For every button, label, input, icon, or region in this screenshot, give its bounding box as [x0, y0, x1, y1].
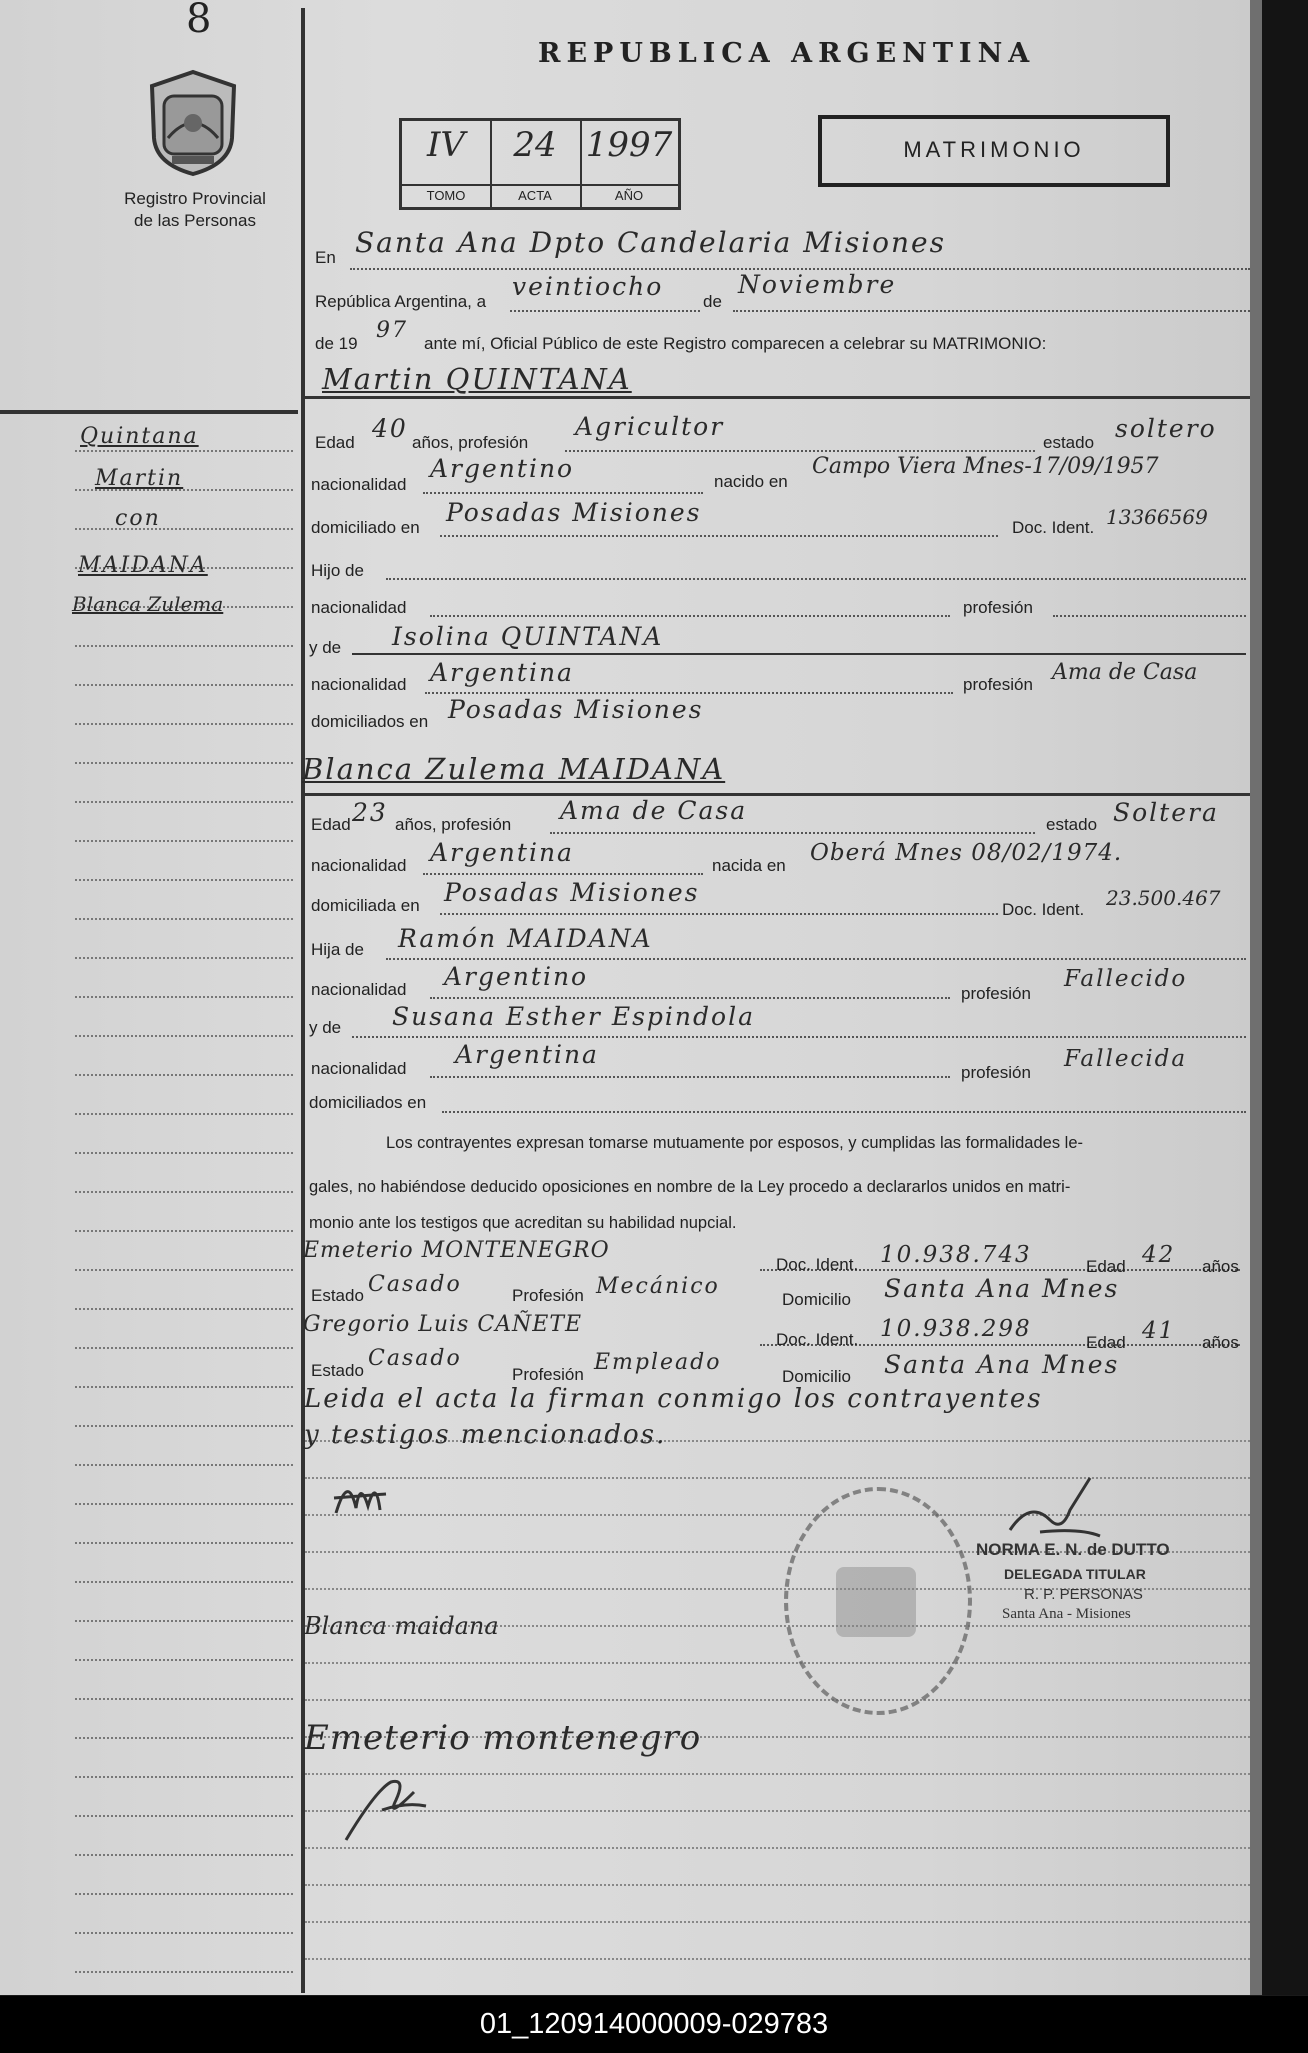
margin-ruled-line [75, 1542, 293, 1544]
bride-madre-prof-label: profesión [961, 1063, 1031, 1082]
bride-padre-prof-label: profesión [961, 984, 1031, 1003]
groom-profesion-label: años, profesión [412, 433, 529, 452]
margin-ruled-line [75, 645, 293, 647]
groom-dom-label: domiciliado en [311, 518, 420, 537]
margin-ruled-line [75, 528, 293, 530]
page-number: 8 [186, 0, 212, 42]
margin-ruled-line [75, 684, 293, 686]
witness-1-doc: 10.938.743 [880, 1242, 1032, 1268]
margin-ruled-line [75, 1659, 293, 1661]
margin-note-line-5: Blanca Zulema [72, 592, 224, 616]
groom-padre-field [386, 566, 1246, 580]
year-label: de 19 [315, 334, 358, 353]
groom-profesion: Agricultor [575, 412, 725, 441]
anio-value: 1997 [585, 125, 673, 165]
witness-2-estado: Casado [368, 1346, 462, 1371]
margin-ruled-line [75, 1503, 293, 1505]
bride-madre: Susana Esther Espindola [392, 1002, 755, 1031]
bride-signature: Blanca maidana [304, 1612, 499, 1640]
margin-note-line-2: Martin [95, 466, 184, 491]
bride-edad-label: Edad [311, 815, 351, 834]
main-ruled-line [305, 1662, 1250, 1664]
witness-1-dom-label: Domicilio [782, 1290, 851, 1309]
groom-madre-nac-label: nacionalidad [311, 675, 407, 694]
registry-line-1: Registro Provincial [124, 189, 266, 208]
bride-name: Blanca Zulema MAIDANA [302, 752, 726, 786]
main-ruled-line [305, 1810, 1250, 1812]
margin-ruled-line [75, 1776, 293, 1778]
bride-padre-nac: Argentino [444, 962, 589, 991]
groom-nac-label: nacionalidad [311, 475, 407, 494]
acta-cell [490, 121, 582, 207]
groom-edad-label: Edad [315, 433, 355, 452]
tomo-label: TOMO [402, 184, 490, 203]
groom-padre-prof-label: profesión [963, 598, 1033, 617]
bride-padres-dom-field [442, 1099, 1246, 1113]
hijo-label: Hijo de [311, 561, 364, 580]
bride-nac-label: nacionalidad [311, 856, 407, 875]
groom-nacido-label: nacido en [714, 472, 788, 491]
groom-madre: Isolina QUINTANA [392, 622, 664, 651]
republic-label: República Argentina, a [315, 292, 487, 311]
witness-2-estado-label: Estado [311, 1361, 364, 1380]
record-type-box [818, 115, 1170, 187]
bride-padre: Ramón MAIDANA [398, 924, 653, 953]
groom-doms-label: domiciliados en [311, 712, 429, 731]
witness-1-signature: Emeterio montenegro [304, 1718, 702, 1758]
groom-edad: 40 [372, 414, 408, 443]
groom-doc: 13366569 [1106, 505, 1208, 529]
groom-yde-label: y de [309, 638, 342, 657]
main-ruled-line [305, 1847, 1250, 1849]
margin-ruled-line [75, 762, 293, 764]
seal-emblem [836, 1567, 916, 1637]
groom-madre-field [352, 651, 1246, 655]
main-ruled-line [305, 1884, 1250, 1886]
witness-2-name: Gregorio Luis CAÑETE [303, 1312, 583, 1337]
month-field [733, 298, 1250, 312]
bride-madre-nac: Argentina [455, 1040, 599, 1069]
margin-ruled-line [75, 1074, 293, 1076]
bride-padre-nac-label: nacionalidad [311, 980, 407, 999]
margin-ruled-line [75, 723, 293, 725]
margin-note-line-4: MAIDANA [78, 553, 208, 578]
margin-ruled-line [75, 957, 293, 959]
margin-ruled-line [75, 1152, 293, 1154]
groom-domicilio: Posadas Misiones [446, 498, 702, 527]
margin-ruled-line [75, 1269, 293, 1271]
witness-1-prof-label: Profesión [512, 1286, 584, 1305]
margin-ruled-line [75, 1035, 293, 1037]
margin-ruled-line [75, 1581, 293, 1583]
bride-dom-label: domiciliada en [311, 896, 420, 915]
groom-padre-nac-field [430, 603, 950, 617]
declaration-line-3: monio ante los testigos que acreditan su habilidad nupcial. [309, 1214, 737, 1232]
anio-label: AÑO [580, 184, 678, 203]
month-value: Noviembre [738, 270, 897, 299]
witness-2-profesion: Empleado [594, 1350, 722, 1375]
groom-madre-nac: Argentina [430, 658, 574, 687]
margin-ruled-line [75, 918, 293, 920]
witness-2-doc: 10.938.298 [880, 1316, 1032, 1342]
day-value: veintiocho [512, 272, 664, 301]
witness-1-edad-label: Edad [1086, 1257, 1126, 1276]
groom-padre-nac-label: nacionalidad [311, 598, 407, 617]
bride-doc: 23.500.467 [1106, 886, 1221, 910]
declaration-line-2: gales, no habiéndose deducido oposiciones en nombre de la Ley procedo a declararlos unidos en matri- [309, 1178, 1071, 1196]
bride-rule [305, 793, 1250, 796]
bride-nacida: Oberá Mnes 08/02/1974. [810, 840, 1123, 866]
witness-2-doc-label: Doc. Ident. [776, 1330, 859, 1349]
groom-name: Martin QUINTANA [322, 362, 632, 396]
bride-madre-nac-label: nacionalidad [311, 1059, 407, 1078]
bride-padre-prof: Fallecido [1064, 966, 1188, 992]
margin-ruled-line [75, 801, 293, 803]
groom-doc-label: Doc. Ident. [1012, 518, 1095, 537]
margin-rule-top [0, 410, 298, 414]
en-label: En [315, 248, 336, 267]
registry-label [100, 188, 290, 232]
bride-madre-prof: Fallecida [1064, 1046, 1188, 1072]
registry-line-2: de las Personas [134, 211, 256, 230]
margin-ruled-line [75, 1737, 293, 1739]
witness-1-profesion: Mecánico [596, 1274, 720, 1299]
record-type-label: MATRIMONIO [903, 137, 1085, 162]
closing-line-2: y testigos mencionados. [304, 1420, 667, 1450]
stamp-line-4: Santa Ana - Misiones [1002, 1606, 1131, 1622]
bride-nacionalidad: Argentina [430, 838, 574, 867]
bride-yde-label: y de [309, 1018, 342, 1037]
witness-2-dom-label: Domicilio [782, 1367, 851, 1386]
bride-doms-label: domiciliados en [309, 1093, 427, 1112]
declaration-line-1: Los contrayentes expresan tomarse mutuamente por esposos, y cumplidas las formalidades le- [386, 1134, 1084, 1152]
groom-padre-prof-field [1053, 603, 1246, 617]
margin-ruled-line [75, 1815, 293, 1817]
provincial-emblem-icon [146, 68, 240, 178]
bride-edad: 23 [352, 798, 388, 827]
margin-ruled-line [75, 1113, 293, 1115]
witness-1-domicilio: Santa Ana Mnes [884, 1274, 1120, 1303]
groom-madre-prof: Ama de Casa [1052, 660, 1198, 685]
margin-ruled-line [75, 450, 293, 452]
margin-ruled-line [75, 1854, 293, 1856]
witness-2-anos-label: años [1202, 1333, 1239, 1352]
witness-1-edad: 42 [1142, 1242, 1176, 1268]
de-label: de [703, 292, 722, 311]
closing-line-1: Leida el acta la firman conmigo los contrayentes [304, 1384, 1043, 1414]
stamp-line-3: R. P. PERSONAS [1024, 1586, 1143, 1603]
groom-madre-prof-label: profesión [963, 675, 1033, 694]
margin-note-line-1: Quintana [80, 424, 199, 449]
witness-1-doc-label: Doc. Ident. [776, 1255, 859, 1274]
bride-profesion: Ama de Casa [560, 796, 748, 825]
record-box [399, 118, 681, 210]
witness-2-domicilio: Santa Ana Mnes [884, 1350, 1120, 1379]
groom-nacido: Campo Viera Mnes-17/09/1957 [812, 454, 1159, 479]
groom-padres-dom: Posadas Misiones [448, 695, 704, 724]
acta-label: ACTA [490, 184, 580, 203]
bride-estado: Soltera [1113, 798, 1219, 827]
main-ruled-line [305, 1773, 1250, 1775]
anio-cell [580, 121, 678, 207]
margin-ruled-line [75, 1191, 293, 1193]
bride-nacida-label: nacida en [712, 856, 786, 875]
bride-domicilio: Posadas Misiones [444, 878, 700, 907]
margin-ruled-line [75, 996, 293, 998]
witness-1-name: Emeterio MONTENEGRO [303, 1238, 610, 1263]
place-value: Santa Ana Dpto Candelaria Misiones [355, 226, 946, 259]
groom-rule [305, 396, 1250, 399]
margin-ruled-line [75, 879, 293, 881]
tomo-cell [402, 121, 492, 207]
main-ruled-line [305, 1958, 1250, 1960]
witness-2-signature-icon [336, 1770, 446, 1850]
acta-value: 24 [513, 125, 557, 165]
margin-ruled-line [75, 1698, 293, 1700]
margin-ruled-line [75, 1230, 293, 1232]
margin-ruled-line [75, 1425, 293, 1427]
bride-profesion-label: años, profesión [395, 815, 512, 834]
main-ruled-line [305, 1921, 1250, 1923]
margin-ruled-line [75, 1347, 293, 1349]
witness-2-edad: 41 [1142, 1318, 1176, 1344]
margin-ruled-line [75, 1386, 293, 1388]
margin-ruled-line [75, 1893, 293, 1895]
margin-ruled-line [75, 1971, 293, 1973]
year-suffix: 97 [376, 318, 408, 343]
stamp-line-1: NORMA E. N. de DUTTO [976, 1540, 1170, 1559]
stamp-line-2: DELEGADA TITULAR [1004, 1566, 1146, 1582]
witness-1-anos-label: años [1202, 1257, 1239, 1276]
margin-ruled-line [75, 840, 293, 842]
witness-1-estado: Casado [368, 1272, 462, 1297]
document-title: REPUBLICA ARGENTINA [538, 38, 1036, 69]
groom-estado-label: estado [1043, 433, 1095, 452]
margin-note-line-3: con [115, 506, 161, 531]
scan-border [1262, 0, 1308, 1995]
tomo-value: IV [427, 125, 465, 165]
hija-label: Hija de [311, 940, 364, 959]
scan-footer: 01_120914000009-029783 [0, 1996, 1308, 2053]
groom-nacionalidad: Argentino [430, 454, 575, 483]
bride-estado-label: estado [1046, 815, 1098, 834]
margin-ruled-line [75, 1932, 293, 1934]
bride-doc-label: Doc. Ident. [1002, 900, 1085, 919]
groom-estado: soltero [1115, 414, 1217, 443]
groom-signature-icon [328, 1468, 398, 1528]
witness-2-prof-label: Profesión [512, 1365, 584, 1384]
witness-1-estado-label: Estado [311, 1286, 364, 1305]
witness-2-edad-label: Edad [1086, 1333, 1126, 1352]
margin-divider [301, 8, 305, 1993]
margin-ruled-line [75, 1620, 293, 1622]
margin-ruled-line [75, 1464, 293, 1466]
main-ruled-line [305, 1699, 1250, 1701]
margin-ruled-line [75, 1308, 293, 1310]
statement-text: ante mí, Oficial Público de este Registro comparecen a celebrar su MATRIMONIO: [424, 334, 1047, 353]
